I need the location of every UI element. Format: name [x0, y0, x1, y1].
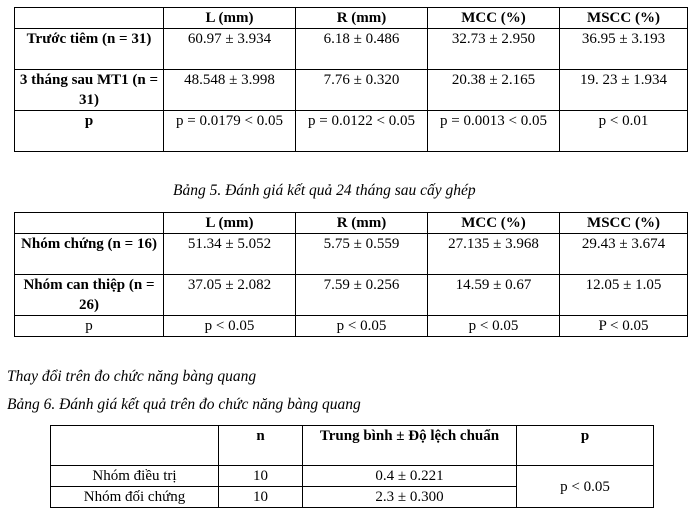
table-caption: Bảng 6. Đánh giá kết quả trên đo chức năng bàng quang [7, 396, 361, 413]
header-cell-l: L (mm) [164, 213, 296, 234]
results-table-24-months [14, 212, 688, 337]
table-cell: p < 0.05 [296, 316, 428, 337]
table-cell: 19. 23 ± 1.934 [560, 70, 688, 111]
header-cell-mcc: MCC (%) [428, 8, 560, 29]
table-cell: p < 0.01 [560, 111, 688, 152]
header-cell-mscc: MSCC (%) [560, 213, 688, 234]
table-row [15, 316, 688, 337]
table-cell: 51.34 ± 5.052 [164, 234, 296, 275]
table-header-row [51, 426, 654, 466]
table-cell: 2.3 ± 0.300 [303, 487, 517, 508]
table-cell: 37.05 ± 2.082 [164, 275, 296, 316]
results-table-before-after [14, 7, 688, 152]
table-cell: 60.97 ± 3.934 [164, 29, 296, 70]
header-cell-mean-sd: Trung bình ± Độ lệch chuẩn [303, 426, 517, 466]
table-row [15, 275, 688, 316]
header-cell-mscc: MSCC (%) [560, 8, 688, 29]
row-label: Trước tiêm (n = 31) [15, 29, 164, 70]
header-cell-l: L (mm) [164, 8, 296, 29]
table-cell: 0.4 ± 0.221 [303, 466, 517, 487]
header-cell-mcc: MCC (%) [428, 213, 560, 234]
row-label: Nhóm đối chứng [51, 487, 219, 508]
table-cell: 7.76 ± 0.320 [296, 70, 428, 111]
table-caption: Bảng 5. Đánh giá kết quả 24 tháng sau cấy ghép [173, 182, 476, 199]
table-cell: 5.75 ± 0.559 [296, 234, 428, 275]
table-cell: 12.05 ± 1.05 [560, 275, 688, 316]
row-label: Nhóm điều trị [51, 466, 219, 487]
table-cell: 27.135 ± 3.968 [428, 234, 560, 275]
header-cell-r: R (mm) [296, 8, 428, 29]
table-cell: 6.18 ± 0.486 [296, 29, 428, 70]
table-header-row [15, 8, 688, 29]
row-label: 3 tháng sau MT1 (n = 31) [15, 70, 164, 111]
table-cell: p < 0.05 [428, 316, 560, 337]
table-cell: 29.43 ± 3.674 [560, 234, 688, 275]
table-row [51, 466, 654, 487]
table-row [15, 234, 688, 275]
table-cell: P < 0.05 [560, 316, 688, 337]
row-label: Nhóm can thiệp (n = 26) [15, 275, 164, 316]
header-cell-r: R (mm) [296, 213, 428, 234]
table-row [15, 111, 688, 152]
table-cell: 32.73 ± 2.950 [428, 29, 560, 70]
table-row [15, 29, 688, 70]
table-cell: 14.59 ± 0.67 [428, 275, 560, 316]
table-cell: p = 0.0179 < 0.05 [164, 111, 296, 152]
bladder-function-table [50, 425, 654, 508]
row-label: Nhóm chứng (n = 16) [15, 234, 164, 275]
table-cell: p = 0.0122 < 0.05 [296, 111, 428, 152]
table-header-row [15, 213, 688, 234]
header-cell-p: p [517, 426, 654, 466]
header-cell-empty [15, 213, 164, 234]
table-cell: p = 0.0013 < 0.05 [428, 111, 560, 152]
row-label: p [15, 316, 164, 337]
header-cell-n: n [219, 426, 303, 466]
table-cell: 20.38 ± 2.165 [428, 70, 560, 111]
table-cell: 10 [219, 487, 303, 508]
row-label: p [15, 111, 164, 152]
section-heading: Thay đổi trên đo chức năng bàng quang [7, 368, 257, 385]
table-cell: 7.59 ± 0.256 [296, 275, 428, 316]
table-cell: 36.95 ± 3.193 [560, 29, 688, 70]
table-row [15, 70, 688, 111]
table-cell: p < 0.05 [164, 316, 296, 337]
table-cell: 10 [219, 466, 303, 487]
table-cell: 48.548 ± 3.998 [164, 70, 296, 111]
p-value-cell: p < 0.05 [517, 466, 654, 508]
header-cell-empty [51, 426, 219, 466]
header-cell-empty [15, 8, 164, 29]
